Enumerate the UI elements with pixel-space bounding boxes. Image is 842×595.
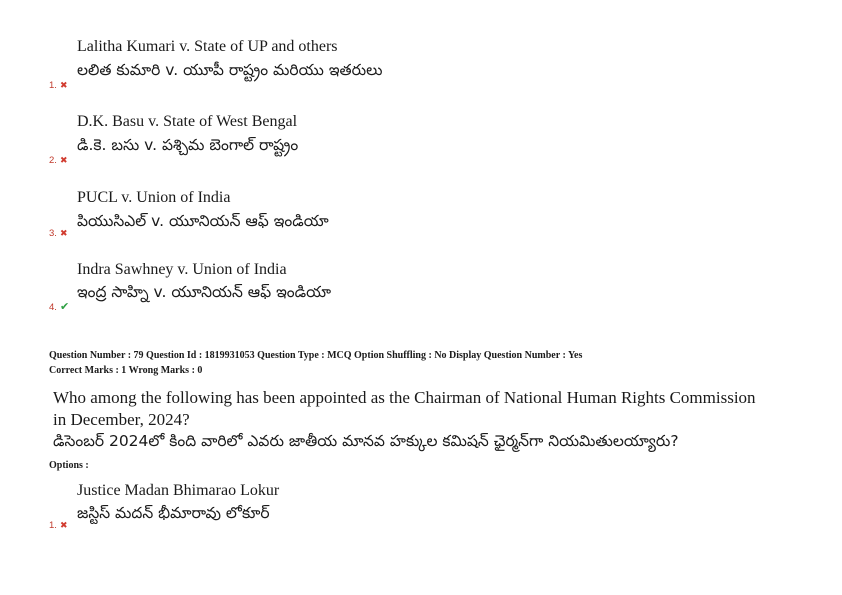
option-text-en: PUCL v. Union of India xyxy=(77,189,231,206)
option-text-en: Indra Sawhney v. Union of India xyxy=(77,261,287,278)
question-text-te: డిసెంబర్ 2024లో కింది వారిలో ఎవరు జాతీయ మానవ హక్కుల కమిషన్ ఛైర్మన్‌గా నియమితులయ్యారు? xyxy=(53,432,679,450)
option-number xyxy=(49,300,69,313)
option-text-te: జస్టిస్ మదన్ భీమారావు లోకూర్ xyxy=(77,504,270,522)
wrong-icon: ✖ xyxy=(59,80,68,90)
option-number xyxy=(49,155,67,166)
option-number xyxy=(49,228,67,239)
option-number-label: 4. xyxy=(49,302,57,313)
marks-meta: Correct Marks : 1 Wrong Marks : 0 xyxy=(49,365,203,376)
wrong-icon: ✖ xyxy=(59,520,68,530)
wrong-icon: ✖ xyxy=(59,228,68,238)
option-number xyxy=(49,80,67,91)
option-number-label: 1. xyxy=(49,80,57,91)
option-number-label: 2. xyxy=(49,155,57,166)
option-number xyxy=(49,520,67,531)
option-number-label: 1. xyxy=(49,520,57,531)
option-text-te: డి.కె. బసు v. పశ్చిమ బెంగాల్ రాష్ట్రం xyxy=(77,136,299,154)
option-text-en: D.K. Basu v. State of West Bengal xyxy=(77,113,298,130)
option-text-en: Justice Madan Bhimarao Lokur xyxy=(77,482,280,499)
option-text-te: ఇంద్ర సాహ్ని v. యూనియన్ ఆఫ్ ఇండియా xyxy=(77,283,332,301)
wrong-icon: ✖ xyxy=(59,155,68,165)
question-text-line2: in December, 2024? xyxy=(53,410,190,429)
option-text-te: పియుసిఎల్ v. యూనియన్ ఆఫ్ ఇండియా xyxy=(77,212,329,230)
option-number-label: 3. xyxy=(49,228,57,239)
option-text-en: Lalitha Kumari v. State of UP and others xyxy=(77,38,338,55)
options-label: Options : xyxy=(49,460,89,471)
option-text-te: లలిత కుమారి v. యూపీ రాష్ట్రం మరియు ఇతరులు xyxy=(77,61,383,79)
question-meta: Question Number : 79 Question Id : 1819931053 Question Type : MCQ Option Shuffling : No Display Question Number : Yes xyxy=(49,350,583,361)
question-text-line1: Who among the following has been appointed as the Chairman of National Human Rights Commission xyxy=(53,388,756,407)
correct-check-icon: ✔ xyxy=(59,301,70,313)
